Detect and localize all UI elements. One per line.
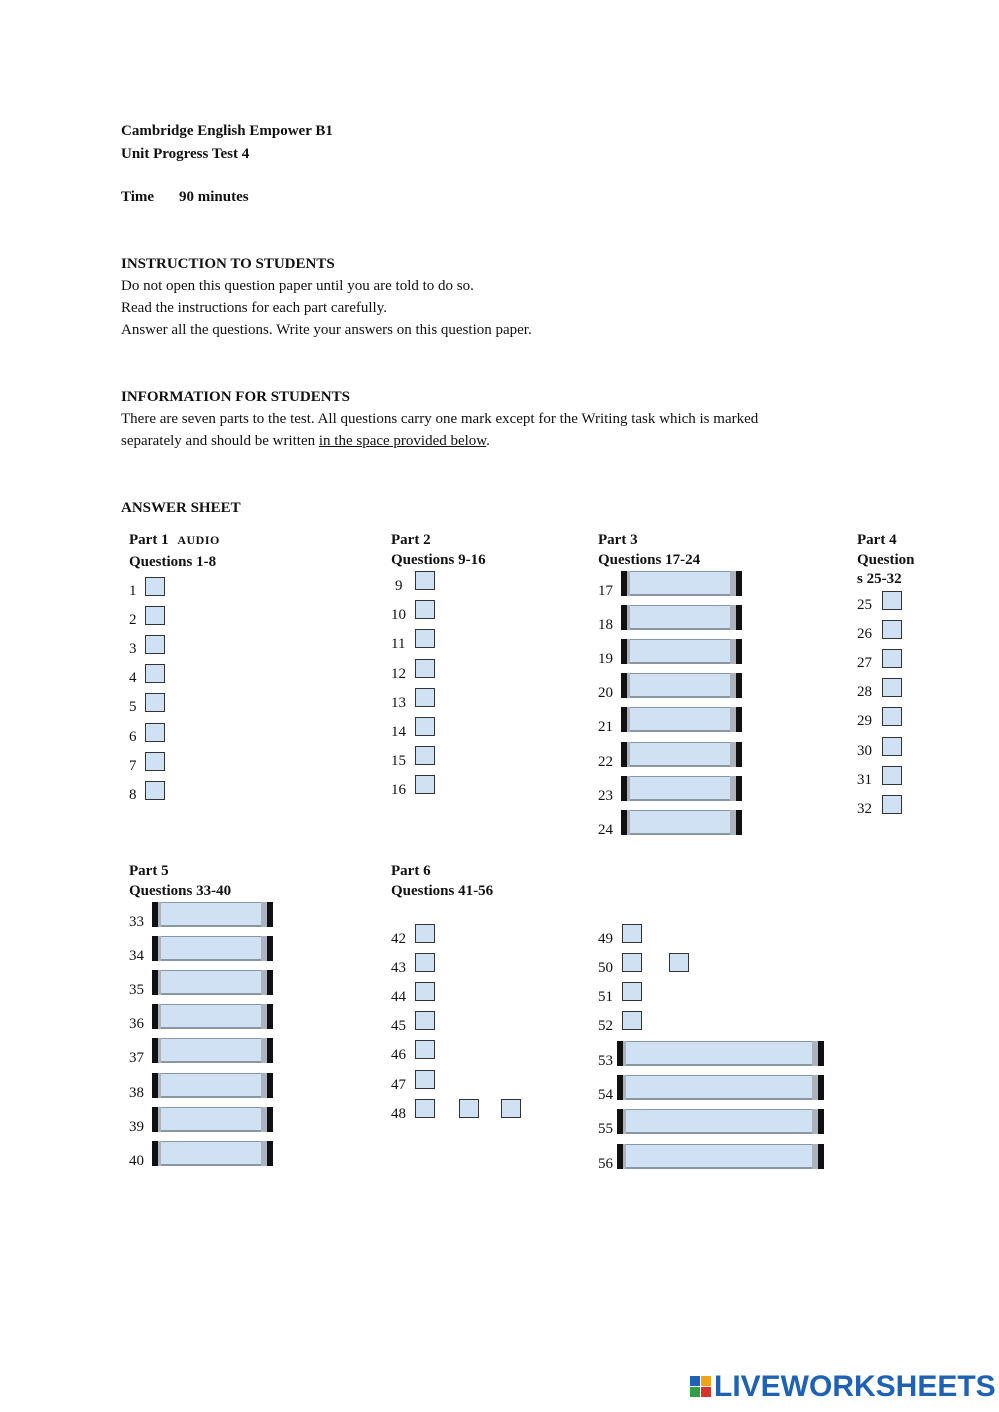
time-label: Time (121, 189, 155, 205)
answer-box-q3[interactable] (145, 635, 165, 654)
question-number: 44 (391, 989, 406, 1006)
question-number: 16 (391, 782, 406, 799)
answer-box-q45[interactable] (415, 1011, 435, 1030)
answer-field-q54[interactable] (617, 1075, 824, 1100)
question-number: 10 (391, 607, 406, 624)
answer-field-q17[interactable] (621, 571, 742, 596)
question-number: 50 (598, 960, 613, 977)
answer-field-q55[interactable] (617, 1109, 824, 1134)
question-number: 28 (857, 684, 872, 701)
question-number: 6 (129, 728, 137, 745)
answer-box-q8[interactable] (145, 781, 165, 800)
part3-title: Part 3 (598, 532, 638, 548)
answer-field-q23[interactable] (621, 776, 742, 801)
answer-box-q29[interactable] (882, 707, 902, 726)
part1-title (129, 529, 220, 551)
part4-questions-line2: s 25-32 (857, 571, 902, 587)
answer-field-q22[interactable] (621, 742, 742, 767)
question-number: 7 (129, 757, 137, 774)
answer-box-q1[interactable] (145, 577, 165, 596)
answer-field-q56[interactable] (617, 1144, 824, 1169)
answer-box-q25[interactable] (882, 591, 902, 610)
answer-box-q15[interactable] (415, 746, 435, 765)
answer-field-q36[interactable] (152, 1004, 273, 1029)
question-number: 48 (391, 1105, 406, 1122)
answer-box-q31[interactable] (882, 766, 902, 785)
information-line-1: There are seven parts to the test. All questions carry one mark except for the Writing task which is marked (121, 411, 759, 427)
question-number: 45 (391, 1018, 406, 1035)
question-number: 21 (598, 719, 613, 736)
question-number: 11 (391, 636, 406, 653)
answer-box-q9[interactable] (415, 571, 435, 590)
question-number: 35 (129, 982, 144, 999)
question-number: 37 (129, 1050, 144, 1067)
answer-field-q21[interactable] (621, 707, 742, 732)
answer-box-q50-b[interactable] (669, 953, 689, 972)
answer-box-q51[interactable] (622, 982, 642, 1001)
question-number: 29 (857, 713, 872, 730)
question-number: 30 (857, 742, 872, 759)
question-number: 9 (395, 578, 403, 594)
instruction-line: Read the instructions for each part carefully. (121, 300, 388, 316)
question-number: 47 (391, 1076, 406, 1093)
part2-questions: Questions 9-16 (391, 552, 486, 568)
question-number: 49 (598, 931, 613, 947)
answer-box-q14[interactable] (415, 717, 435, 736)
answer-box-q32[interactable] (882, 795, 902, 814)
question-number: 8 (129, 786, 137, 803)
test-title: Unit Progress Test 4 (121, 146, 250, 162)
answer-box-q12[interactable] (415, 659, 435, 678)
question-number: 26 (857, 626, 872, 643)
answer-box-q27[interactable] (882, 649, 902, 668)
answer-box-q10[interactable] (415, 600, 435, 619)
answer-box-q4[interactable] (145, 664, 165, 683)
part6-questions: Questions 41-56 (391, 883, 494, 899)
answer-box-q28[interactable] (882, 678, 902, 697)
question-number: 1 (129, 583, 137, 599)
instruction-line: Do not open this question paper until you are told to do so. (121, 278, 474, 294)
question-number: 51 (598, 989, 613, 1006)
time-value: 90 minutes (179, 189, 249, 205)
answer-field-q53[interactable] (617, 1041, 824, 1066)
information-line-2-prefix: separately and should be written (121, 433, 319, 449)
question-number: 40 (129, 1152, 144, 1169)
answer-field-q37[interactable] (152, 1038, 273, 1063)
question-number: 43 (391, 960, 406, 977)
course-title: Cambridge English Empower B1 (121, 123, 333, 139)
answer-box-q47[interactable] (415, 1070, 435, 1089)
answer-field-q24[interactable] (621, 810, 742, 835)
instruction-line: Answer all the questions. Write your answers on this question paper. (121, 322, 532, 338)
question-number: 34 (129, 948, 144, 965)
part1-title-text: Part 1 (129, 532, 169, 548)
answer-box-q30[interactable] (882, 737, 902, 756)
part4-title: Part 4 (857, 532, 897, 548)
information-line-2 (121, 430, 490, 452)
answer-box-q43[interactable] (415, 953, 435, 972)
part5-title: Part 5 (129, 863, 169, 879)
part5-questions: Questions 33-40 (129, 883, 232, 899)
question-number: 15 (391, 753, 406, 770)
question-number: 12 (391, 665, 406, 682)
answer-field-q40[interactable] (152, 1141, 273, 1166)
answer-box-q44[interactable] (415, 982, 435, 1001)
answer-field-q19[interactable] (621, 639, 742, 664)
part2-title: Part 2 (391, 532, 431, 548)
part6-title: Part 6 (391, 863, 431, 879)
question-number: 24 (598, 821, 613, 838)
question-number: 54 (598, 1087, 613, 1104)
question-number: 18 (598, 617, 613, 634)
question-number: 13 (391, 694, 406, 711)
question-number: 19 (598, 651, 613, 668)
question-number: 17 (598, 583, 613, 599)
answer-box-q11[interactable] (415, 629, 435, 648)
part3-questions: Questions 17-24 (598, 552, 701, 568)
answer-box-q49[interactable] (622, 924, 642, 943)
question-number: 39 (129, 1118, 144, 1135)
question-number: 2 (129, 612, 137, 629)
answer-box-q6[interactable] (145, 723, 165, 742)
answer-box-q42[interactable] (415, 924, 435, 943)
question-number: 38 (129, 1084, 144, 1101)
answer-box-q5[interactable] (145, 693, 165, 712)
answer-box-q48[interactable] (415, 1099, 435, 1118)
instructions-heading: INSTRUCTION TO STUDENTS (121, 256, 335, 272)
audio-badge: AUDIO (177, 533, 220, 547)
question-number: 36 (129, 1016, 144, 1033)
logo-grid-icon (690, 1376, 712, 1398)
information-line-2-suffix: . (486, 433, 490, 449)
answer-field-q20[interactable] (621, 673, 742, 698)
answer-field-q39[interactable] (152, 1107, 273, 1132)
logo-text: LIVEWORKSHEETS (714, 1370, 996, 1403)
question-number: 55 (598, 1121, 613, 1138)
answer-field-q38[interactable] (152, 1073, 273, 1098)
answer-box-q48-c[interactable] (501, 1099, 521, 1118)
question-number: 25 (857, 597, 872, 613)
question-number: 53 (598, 1053, 613, 1069)
answer-box-q7[interactable] (145, 752, 165, 771)
question-number: 52 (598, 1018, 613, 1035)
question-number: 42 (391, 931, 406, 947)
question-number: 56 (598, 1155, 613, 1172)
answer-box-q50[interactable] (622, 953, 642, 972)
answer-field-q18[interactable] (621, 605, 742, 630)
part1-questions: Questions 1-8 (129, 554, 217, 570)
part4-questions-line1: Question (857, 552, 915, 568)
question-number: 23 (598, 787, 613, 804)
question-number: 3 (129, 641, 137, 658)
question-number: 5 (129, 699, 137, 716)
answer-box-q26[interactable] (882, 620, 902, 639)
question-number: 20 (598, 685, 613, 702)
answer-field-q33[interactable] (152, 902, 273, 927)
answer-box-q16[interactable] (415, 775, 435, 794)
answer-box-q48-b[interactable] (459, 1099, 479, 1118)
question-number: 33 (129, 914, 144, 930)
answer-field-q34[interactable] (152, 936, 273, 961)
question-number: 31 (857, 771, 872, 788)
question-number: 27 (857, 655, 872, 672)
question-number: 4 (129, 670, 137, 687)
space-provided-link: in the space provided below (318, 433, 487, 449)
question-number: 14 (391, 724, 406, 740)
information-heading: INFORMATION FOR STUDENTS (121, 389, 350, 405)
answer-box-q2[interactable] (145, 606, 165, 625)
answer-box-q13[interactable] (415, 688, 435, 707)
answer-box-q46[interactable] (415, 1040, 435, 1059)
answer-field-q35[interactable] (152, 970, 273, 995)
answer-sheet-heading: ANSWER SHEET (121, 500, 241, 516)
answer-box-q52[interactable] (622, 1011, 642, 1030)
question-number: 32 (857, 800, 872, 817)
question-number: 46 (391, 1047, 406, 1064)
question-number: 22 (598, 753, 613, 770)
